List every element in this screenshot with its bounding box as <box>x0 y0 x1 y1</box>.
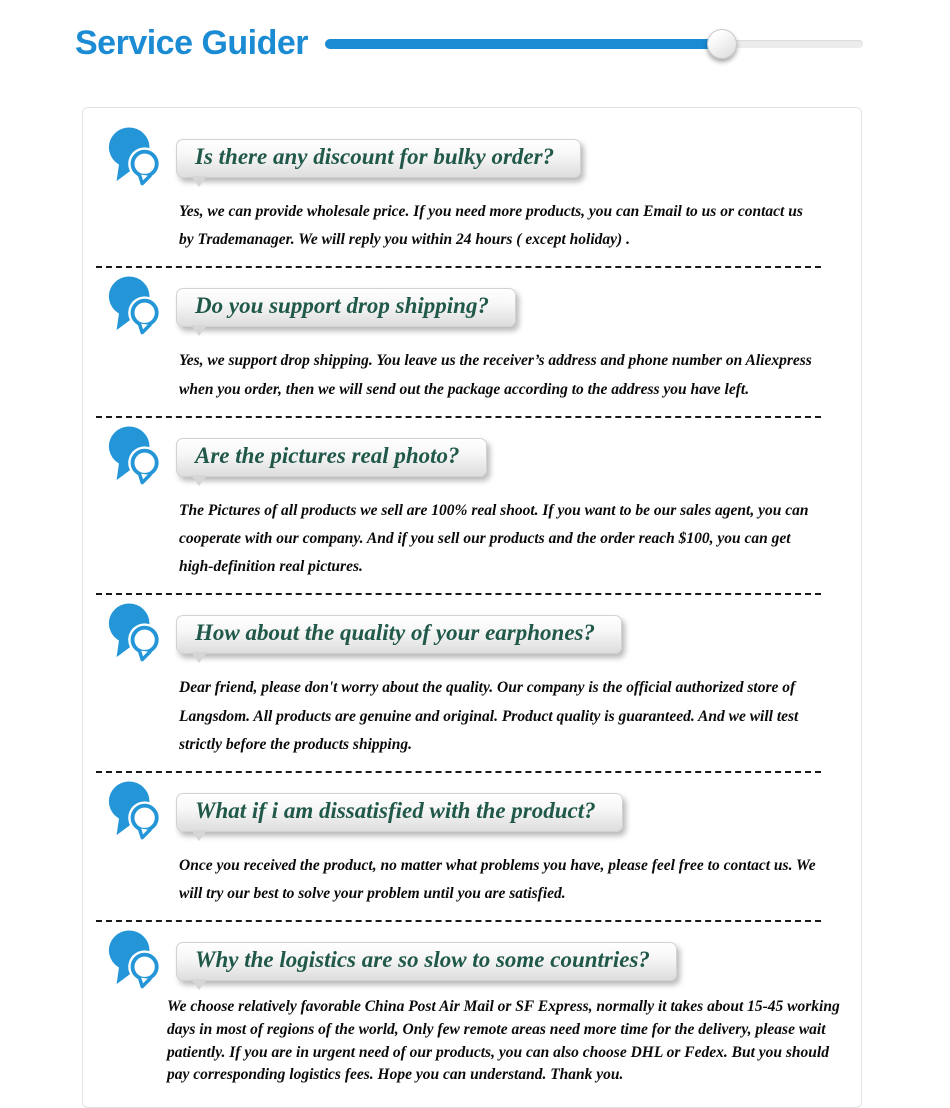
answer-text: The Pictures of all products we sell are 100% real shoot. If you want to be our sales agent, you can cooperate with our company. And if you sell our products and the order reach $100, you can get high-definition real pictures. <box>179 501 809 576</box>
question-row <box>83 424 861 488</box>
slider-fill <box>325 39 723 49</box>
faq-item <box>83 773 861 918</box>
question-text: What if i am dissatisfied with the product? <box>195 798 596 824</box>
question-bubble <box>176 942 677 981</box>
slider-knob[interactable] <box>707 29 737 59</box>
question-text: Why the logistics are so slow to some countries? <box>195 947 650 973</box>
question-row <box>83 779 861 843</box>
chat-bubbles-icon <box>105 779 163 843</box>
answer-text: We choose relatively favorable China Post Air Mail or SF Express, normally it takes about 15-45 working days in most of regions of the world, Only few remote areas need more time for the delivery, please wait patiently. If you are in urgent need of our products, you can also choose DHL or Fedex. But you should pay corresponding logistics fees. Hope you can understand. Thank you. <box>167 998 840 1084</box>
chat-bubbles-icon <box>105 601 163 665</box>
chat-bubbles-icon <box>105 274 163 338</box>
answer-text: Yes, we support drop shipping. You leave us the receiver’s address and phone number on Aliexpress when you order, then we will send out the package according to the address you have left. <box>179 352 812 398</box>
chat-bubbles-icon <box>105 424 163 488</box>
question-bubble <box>176 288 516 327</box>
question-bubble <box>176 793 623 832</box>
faq-item <box>83 268 861 413</box>
faq-item <box>83 922 861 1101</box>
question-row <box>83 928 861 992</box>
question-text: Are the pictures real photo? <box>195 442 460 468</box>
question-text: How about the quality of your earphones? <box>195 620 595 646</box>
faq-container <box>82 107 862 1108</box>
question-text: Do you support drop shipping? <box>195 293 489 319</box>
faq-item <box>83 595 861 769</box>
question-bubble <box>176 615 622 654</box>
question-row <box>83 274 861 338</box>
page-header <box>0 0 950 70</box>
answer-text: Yes, we can provide wholesale price. If you need more products, you can Email to us or contact us by Trademanager. We will reply you within 24 hours ( except holiday) . <box>179 203 803 249</box>
answer-text: Dear friend, please don't worry about the quality. Our company is the official authorized store of Langsdom. All products are genuine and original. Product quality is guaranteed. And we will test strictly before the products shipping. <box>179 679 799 753</box>
chat-bubbles-icon <box>105 928 163 992</box>
question-row <box>83 601 861 665</box>
question-bubble <box>176 438 487 477</box>
chat-bubbles-icon <box>105 125 163 189</box>
progress-slider <box>325 27 863 59</box>
faq-item <box>83 418 861 592</box>
question-row <box>83 125 861 189</box>
answer-text: Once you received the product, no matter what problems you have, please feel free to contact us. We will try our best to solve your problem until you are satisfied. <box>179 857 816 903</box>
page-title: Service Guider <box>75 23 309 62</box>
question-text: Is there any discount for bulky order? <box>195 144 555 169</box>
faq-item <box>83 119 861 264</box>
question-bubble <box>176 139 581 178</box>
